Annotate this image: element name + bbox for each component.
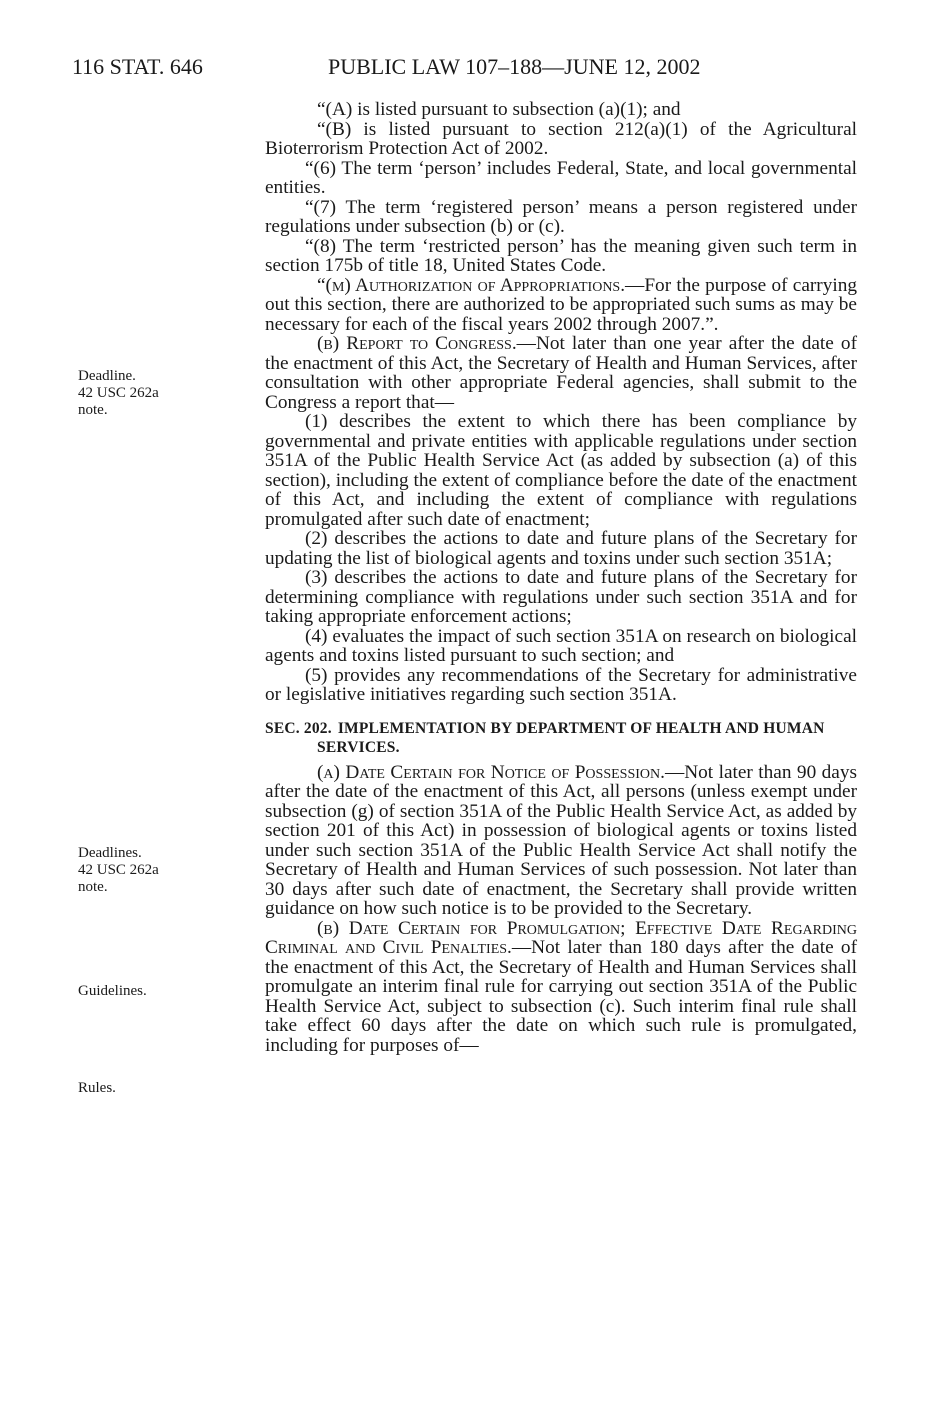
subsection-a-text: —Not later than 90 days after the date of the enactment of this Act, all persons (unless exempt under subsection (g) of section 351A of the Public Health Service Act, as added by section 201 of this Act) in possession of biological agents or toxins listed under such section 351A of the Public Health Service Act shall notify the Secretary of Health and Human Services of such possession. Not later than 30 days after such date of enactment, the Secretary shall provide written guidance on how such notice is to be provided to the Secretary. <box>265 761 857 919</box>
paragraph-m-heading: “(m) Authorization of Appropriations. <box>317 274 626 296</box>
margin-note-guidelines <box>78 983 188 1000</box>
subsection-b-promulgation <box>265 919 857 1056</box>
running-title: PUBLIC LAW 107–188—JUNE 12, 2002 <box>328 54 701 79</box>
report-item-4: (4) evaluates the impact of such section 351A on research on biological agents and toxins listed pursuant to such section; and <box>265 625 857 666</box>
margin-note-line: note. <box>78 879 108 895</box>
paragraph-a: “(A) is listed pursuant to subsection (a)(1); and <box>317 99 681 120</box>
subsection-a-heading: (a) Date Certain for Notice of Possession. <box>317 761 665 783</box>
margin-note-line: 42 USC 262a <box>78 862 159 878</box>
paragraph-m-text: —For the purpose of carrying out this section, there are authorized to be appropriated such sums as may be necessary for each of the fiscal years 2002 through 2007.”. <box>265 274 857 335</box>
subsection-b2-heading: (b) Date Certain for Promulgation; Effective Date Regarding Criminal and Civil Penalties. <box>265 917 857 958</box>
margin-note-line: Deadline. <box>78 368 136 384</box>
margin-note-deadlines <box>78 845 188 896</box>
subsection-b2-text: —Not later than 180 days after the date of the enactment of this Act, the Secretary of Health and Human Services shall promulgate an interim final rule for carrying out section 351A of the Public Health Service Act, subject to subsection (c). Such interim final rule shall take effect 60 days after the date on which such rule is promulgated, including for purposes of— <box>265 937 857 1056</box>
margin-note-rules <box>78 1080 188 1097</box>
paragraph-b: “(B) is listed pursuant to section 212(a)(1) of the Agricultural Bioterrorism Protection Act of 2002. <box>265 118 857 159</box>
subsection-b-report <box>265 334 857 412</box>
subsection-b-heading: (b) Report to Congress. <box>317 333 517 354</box>
subsection-b-text: —Not later than one year after the date of the enactment of this Act, the Secretary of Health and Human Services, after consultation with other appropriate Federal agencies, shall submit to the Congress a report that— <box>265 333 857 413</box>
report-item-3: (3) describes the actions to date and future plans of the Secretary for determining compliance with regulations under such section 351A and for taking appropriate enforcement actions; <box>265 567 857 627</box>
paragraph-7: “(7) The term ‘registered person’ means a person registered under regulations under subsection (b) or (c). <box>265 196 857 237</box>
statute-page-number: 116 STAT. 646 <box>72 54 203 79</box>
page-header <box>72 54 872 84</box>
section-title-line-2: SERVICES. <box>317 738 400 756</box>
margin-note-line: Guidelines. <box>78 983 147 999</box>
paragraph-m <box>265 276 857 335</box>
paragraph-8: “(8) The term ‘restricted person’ has the meaning given such term in section 175b of title 18, United States Code. <box>265 235 857 276</box>
margin-note-line: Rules. <box>78 1080 116 1096</box>
paragraph-6: “(6) The term ‘person’ includes Federal, State, and local governmental entities. <box>265 157 857 198</box>
report-item-5: (5) provides any recommendations of the Secretary for administrative or legislative initiatives regarding such section 351A. <box>265 664 857 705</box>
law-text-body <box>265 100 857 1055</box>
margin-note-line: Deadlines. <box>78 845 142 861</box>
margin-note-deadline <box>78 368 188 419</box>
margin-note-line: 42 USC 262a <box>78 385 159 401</box>
report-item-1: (1) describes the extent to which there has been compliance by governmental and private entities with applicable regulations under section 351A of the Public Health Service Act (as added by subsection (a) of this section), including the extent of compliance before the date of the enactment of this Act, and including the extent of compliance with regulations promulgated after such date of enactment; <box>265 411 857 530</box>
subsection-a-notice <box>265 763 857 919</box>
section-title-line-1: IMPLEMENTATION BY DEPARTMENT OF HEALTH AND HUMAN <box>337 719 825 737</box>
section-label: SEC. 202. <box>265 719 332 737</box>
section-202-heading <box>265 719 857 757</box>
report-item-2: (2) describes the actions to date and future plans of the Secretary for updating the list of biological agents and toxins under such section 351A; <box>265 528 857 569</box>
margin-note-line: note. <box>78 402 108 418</box>
